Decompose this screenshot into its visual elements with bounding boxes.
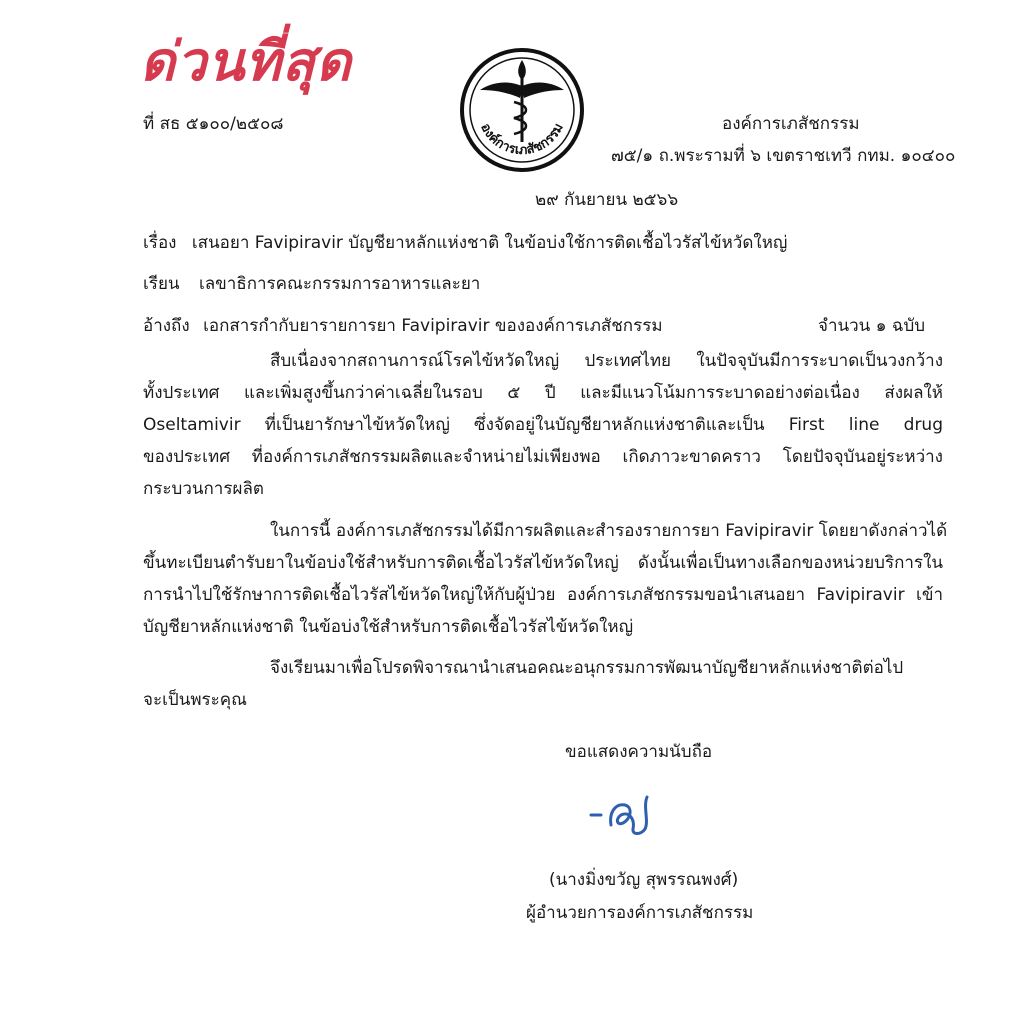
letter-date: ๒๙ กันยายน ๒๕๖๖: [535, 190, 679, 210]
body-paragraph-1: [143, 345, 943, 505]
organization-seal-icon: [458, 46, 586, 174]
recipient-text: เลขาธิการคณะกรรมการอาหารและยา: [198, 274, 481, 294]
recipient-line: [143, 274, 480, 294]
signatory-title: ผู้อำนวยการองค์การเภสัชกรรม: [526, 903, 754, 923]
reference-copies: จำนวน ๑ ฉบับ: [818, 316, 926, 336]
organization-address: ๗๕/๑ ถ.พระรามที่ ๖ เขตราชเทวี กทม. ๑๐๔๐๐: [611, 146, 956, 166]
subject-label: เรื่อง: [143, 233, 177, 253]
seal-text: องค์การเภสัชกรรม: [477, 121, 567, 159]
body-line: จะเป็นพระคุณ: [143, 690, 247, 710]
body-line: บัญชียาหลักแห่งชาติ ในข้อบ่งใช้สำหรับการติดเชื้อไวรัสไข้หวัดใหญ่: [143, 617, 634, 637]
reference-label: อ้างถึง: [143, 316, 190, 336]
body-line: Oseltamivir ที่เป็นยารักษาไข้หวัดใหญ่ ซึ่งจัดอยู่ในบัญชียาหลักแห่งชาติและเป็น First line drug: [143, 415, 943, 435]
body-line: ขึ้นทะเบียนตำรับยาในข้อบ่งใช้สำหรับการติดเชื้อไวรัสไข้หวัดใหญ่ ดังนั้นเพื่อเป็นทางเลือกของหน่วยบริการใน: [143, 553, 943, 573]
reference-line: [143, 316, 663, 336]
subject-text: เสนอยา Favipiravir บัญชียาหลักแห่งชาติ ในข้อบ่งใช้การติดเชื้อไวรัสไข้หวัดใหญ่: [191, 233, 788, 253]
closing-salutation: ขอแสดงความนับถือ: [565, 742, 713, 762]
organization-name: องค์การเภสัชกรรม: [722, 114, 860, 134]
body-line: ของประเทศ ที่องค์การเภสัชกรรมผลิตและจำหน่ายไม่เพียงพอ เกิดภาวะขาดคราว โดยปัจจุบันอยู่ระหว่าง: [143, 447, 943, 467]
body-line: การนำไปใช้รักษาการติดเชื้อไวรัสไข้หวัดใหญ่ให้กับผู้ป่วย องค์การเภสัชกรรมขอนำเสนอยา Favipiravir เข้า: [143, 585, 943, 605]
body-line: ในการนี้ องค์การเภสัชกรรมได้มีการผลิตและสำรองรายการยา Favipiravir โดยยาดังกล่าวได้: [270, 521, 948, 541]
body-line: สืบเนื่องจากสถานการณ์โรคไข้หวัดใหญ่ ประเทศไทย ในปัจจุบันมีการระบาดเป็นวงกว้าง: [270, 351, 943, 371]
handwritten-signature-icon: [585, 785, 665, 845]
body-paragraph-3: [143, 652, 943, 716]
body-line: จึงเรียนมาเพื่อโปรดพิจารณานำเสนอคณะอนุกรรมการพัฒนาบัญชียาหลักแห่งชาติต่อไป: [270, 658, 904, 678]
body-line: ทั้งประเทศ และเพิ่มสูงขึ้นกว่าค่าเฉลี่ยในรอบ ๕ ปี และมีแนวโน้มการระบาดอย่างต่อเนื่อง ส่งผลให้: [143, 383, 943, 403]
recipient-label: เรียน: [143, 274, 180, 294]
signatory-name: (นางมิ่งขวัญ สุพรรณพงศ์): [549, 870, 739, 890]
body-line: กระบวนการผลิต: [143, 479, 264, 499]
body-paragraph-2: [143, 515, 948, 643]
reference-text: เอกสารกำกับยารายการยา Favipiravir ขององค์การเภสัชกรรม: [203, 316, 663, 336]
subject-line: [143, 233, 787, 253]
reference-number: ที่ สธ ๕๑๐๐/๒๕๐๘: [143, 114, 284, 134]
urgency-stamp: ด่วนที่สุด: [140, 29, 352, 93]
